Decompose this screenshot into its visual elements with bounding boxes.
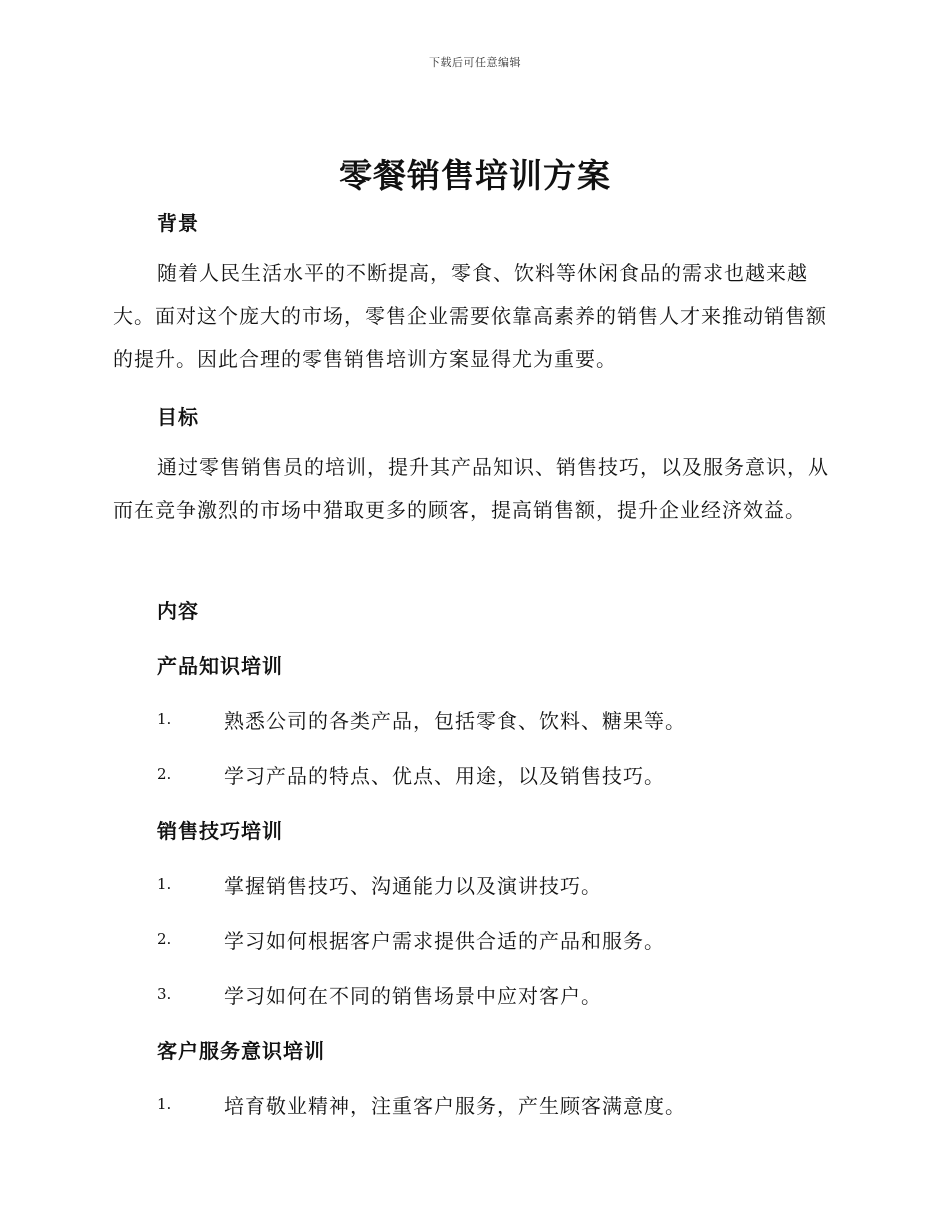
heading-sales-training: 销售技巧培训 bbox=[157, 819, 283, 843]
document-title: 零餐销售培训方案 bbox=[339, 156, 611, 195]
heading-product-training: 产品知识培训 bbox=[157, 654, 283, 678]
heading-goal: 目标 bbox=[157, 405, 199, 429]
list-item-number: 1. bbox=[157, 710, 172, 728]
paragraph-goal: 通过零售销售员的培训，提升其产品知识、销售技巧，以及服务意识，从而在竞争激烈的市场中猎取更多的顾客，提高销售额，提升企业经济效益。 bbox=[113, 455, 829, 522]
paragraph-background: 随着人民生活水平的不断提高，零食、饮料等休闲食品的需求也越来越大。面对这个庞大的市场，零售企业需要依靠高素养的销售人才来推动销售额的提升。因此合理的零售销售培训方案显得尤为重要。 bbox=[113, 261, 827, 371]
list-item-number: 2. bbox=[157, 930, 172, 948]
list-item-text: 学习如何在不同的销售场景中应对客户。 bbox=[224, 984, 602, 1008]
list-item-number: 3. bbox=[157, 985, 172, 1003]
list-item-text: 学习如何根据客户需求提供合适的产品和服务。 bbox=[224, 929, 665, 953]
list-item-text: 掌握销售技巧、沟通能力以及演讲技巧。 bbox=[224, 874, 602, 898]
list-item-number: 2. bbox=[157, 765, 172, 783]
heading-content: 内容 bbox=[157, 599, 199, 623]
list-item-number: 1. bbox=[157, 875, 172, 893]
list-item-text: 学习产品的特点、优点、用途，以及销售技巧。 bbox=[224, 764, 665, 788]
heading-service-training: 客户服务意识培训 bbox=[157, 1039, 325, 1063]
header-note: 下载后可任意编辑 bbox=[429, 56, 521, 69]
list-item-number: 1. bbox=[157, 1095, 172, 1113]
heading-background: 背景 bbox=[157, 211, 199, 235]
list-item-text: 培育敬业精神，注重客户服务，产生顾客满意度。 bbox=[224, 1094, 686, 1118]
list-item-text: 熟悉公司的各类产品，包括零食、饮料、糖果等。 bbox=[224, 709, 686, 733]
